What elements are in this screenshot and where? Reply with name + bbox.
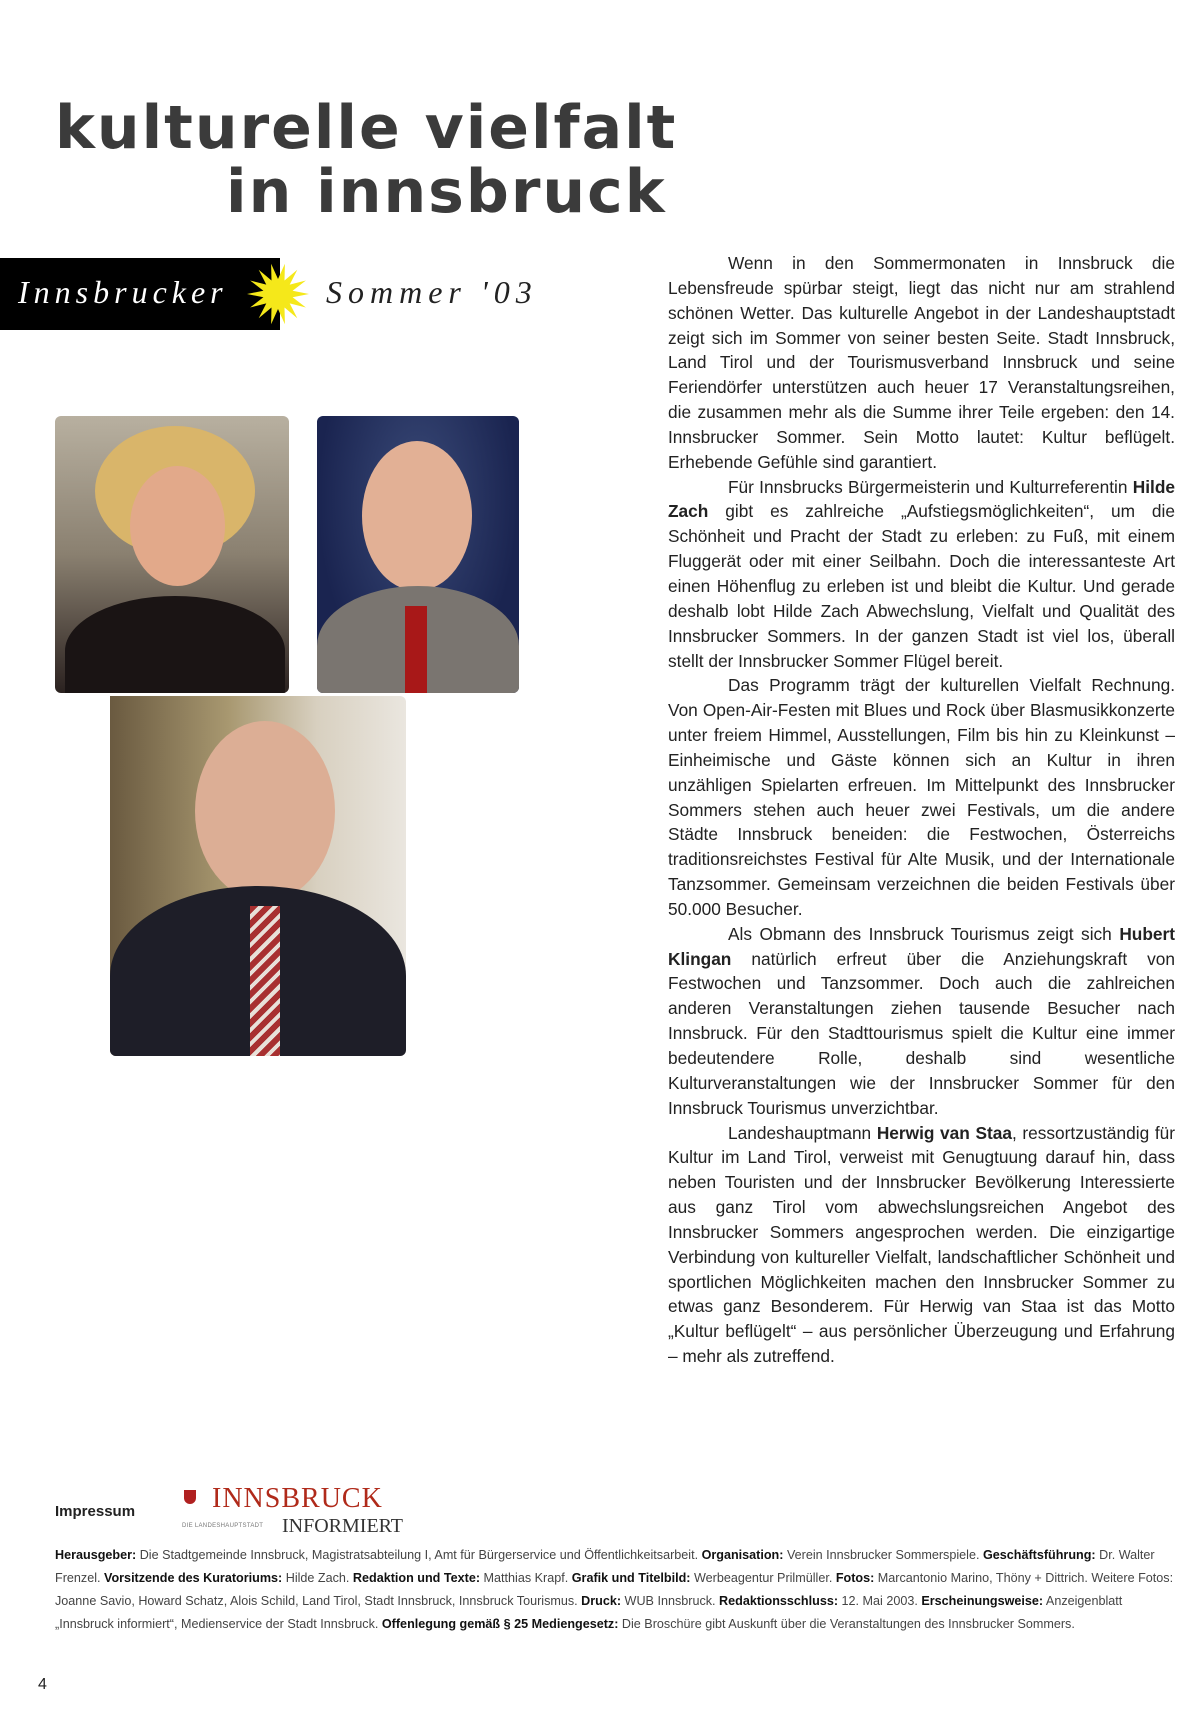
paragraph-text: Wenn in den Sommermonaten in Innsbruck die Lebensfreude spürbar steigt, liegt das nicht nur am strahlend schönen Wetter. Das kulturelle Angebot in der Landeshauptstadt zeigt sich im Sommer von seiner besten Seite. Stadt Innsbruck, Land Tirol und der Tourismusverband Innsbruck und seine Feriendörfer unterstützen auch heuer 17 Veranstaltungsreihen, die zusammen mehr als die Summe ihrer Teile ergeben: den 14. Innsbrucker Sommer. Sein Motto lautet: Kultur beflügelt. Erhebende Gefühle sind garantiert. — [668, 253, 1175, 472]
impressum-value: Hilde Zach. — [282, 1571, 353, 1585]
face — [362, 441, 472, 591]
banner-left-text: Innsbrucker — [18, 274, 228, 310]
innsbruck-informiert-logo — [182, 1484, 402, 1540]
paragraph-text: natürlich erfreut über die Anziehungskraft von Festwochen und Tanzsommer. Doch auch die zahlreichen anderen Veranstaltungen ziehen tausende Besucher nach Innsbruck. Für den Stadttourismus spielt die Kultur eine immer bedeutendere Rolle, deshalb sind wesentliche Kulturveranstaltungen wie der Innsbrucker Sommer für den Innsbruck Tourismus unverzichtbar. — [668, 948, 1175, 1118]
face — [130, 466, 225, 586]
impressum-value: Die Broschüre gibt Auskunft über die Veranstaltungen des Innsbrucker Sommers. — [618, 1617, 1075, 1631]
paragraph-text: Landeshauptmann — [728, 1122, 877, 1143]
impressum-value: Verein Innsbrucker Sommerspiele. — [783, 1548, 983, 1562]
impressum-key: Geschäftsführung: — [982, 1548, 1096, 1562]
impressum-value: Die Stadtgemeinde Innsbruck, Magistratsabteilung I, Amt für Bürgerservice und Öffentlichkeitsarbeit. — [136, 1548, 702, 1562]
paragraph-text: Als Obmann des Innsbruck Tourismus zeigt sich — [728, 923, 1120, 944]
impressum-value: Marcantonio Marino, Thöny + Dittrich. Weitere Fotos: Joanne Savio, Howard Schatz, Alois Schild, Land Tirol, Stadt Innsbruck, Innsbruck Tourismus. — [55, 1571, 1174, 1608]
paragraph-text: , ressortzuständig für Kultur im Land Tirol, verweist mit Genugtuung darauf hin, dass neben Touristen und der Innsbrucker Bevölkerung Interessierte aus ganz Tirol vom abwechslungsreichen Angebot des Innsbrucker Sommers angesprochen werden. Die einzigartige Verbindung von kultureller Vielfalt, landschaftlicher Schönheit und sportlichen Möglichkeiten machen den Innsbrucker Sommer zu etwas ganz Besonderem. Für Herwig van Staa ist das Motto „Kultur beflügelt“ – aus persönlicher Überzeugung und Erfahrung – mehr als zutreffend. — [668, 1122, 1175, 1367]
person-name: Hubert Klingan — [668, 923, 1175, 969]
article-paragraph — [668, 251, 1175, 475]
impressum-key: Redaktionsschluss: — [719, 1594, 839, 1608]
title-line-2: in innsbruck — [226, 157, 667, 227]
logo-subtitle: DIE LANDESHAUPTSTADT — [182, 1523, 264, 1529]
impressum-key: Fotos: — [835, 1571, 875, 1585]
impressum-key: Organisation: — [701, 1548, 784, 1562]
logo-line-2: INFORMIERT — [282, 1515, 404, 1537]
logo-line-1: INNSBRUCK — [212, 1483, 383, 1514]
innsbrucker-banner — [0, 258, 280, 330]
sun-star-icon — [246, 262, 310, 326]
impressum-value: Matthias Krapf. — [480, 1571, 572, 1585]
person-name: Herwig van Staa — [876, 1122, 1012, 1143]
face — [195, 721, 335, 901]
impressum-key: Grafik und Titelbild: — [571, 1571, 691, 1585]
article-paragraph — [668, 922, 1175, 1121]
article-paragraph — [668, 673, 1175, 921]
person-name: Hilde Zach — [668, 476, 1175, 522]
tie — [405, 606, 427, 693]
paragraph-text: Für Innsbrucks Bürgermeisterin und Kulturreferentin — [728, 476, 1133, 497]
photo-man-1 — [317, 416, 519, 693]
impressum-key: Herausgeber: — [55, 1548, 137, 1562]
impressum-value: Werbeagentur Prilmüller. — [690, 1571, 836, 1585]
article-body — [668, 251, 1175, 1369]
photo-hilde-zach — [55, 416, 289, 693]
impressum-key: Erscheinungsweise: — [921, 1594, 1044, 1608]
banner-right-text: Sommer '03 — [326, 274, 538, 310]
body — [65, 596, 285, 693]
impressum-value: Anzeigenblatt „Innsbruck informiert“, Medienservice der Stadt Innsbruck. — [55, 1594, 1123, 1631]
title-line-1: kulturelle vielfalt — [55, 93, 678, 163]
article-paragraph — [668, 475, 1175, 674]
paragraph-text: gibt es zahlreiche „Aufstiegsmöglichkeiten“, um die Schönheit und Pracht der Stadt zu erleben: zu Fuß, mit einem Fluggerät oder mit einer Seilbahn. Doch die interessanteste Art einen Höhenflug zu erleben ist und bleibt die Kultur. Und gerade deshalb lobt Hilde Zach Abwechslung, Vielfalt und Qualität des Innsbrucker Sommers. In der ganzen Stadt ist viel los, überall stellt der Innsbrucker Sommer Flügel bereit. — [668, 501, 1175, 671]
impressum-label: Impressum — [55, 1503, 136, 1520]
impressum-key: Vorsitzende des Kuratoriums: — [104, 1571, 283, 1585]
paragraph-text: Das Programm trägt der kulturellen Vielfalt Rechnung. Von Open-Air-Festen mit Blues und Rock über Blasmusikkonzerte unter freiem Himmel, Ausstellungen, Film bis hin zu Kleinkunst – Einheimische und Gäste können sich an Kultur in ihren unzähligen Spielarten erfreuen. Im Mittelpunkt des Innsbrucker Sommers stehen auch heuer zwei Festivals, um die andere Städte Innsbruck beneiden: die Festwochen, Österreichs traditionsreichstes Festival für Alte Musik, und der Internationale Tanzsommer. Gemeinsam verzeichnen die beiden Festivals über 50.000 Besucher. — [668, 675, 1175, 919]
tie — [250, 906, 280, 1056]
impressum-key: Offenlegung gemäß § 25 Mediengesetz: — [381, 1617, 619, 1631]
impressum-value: 12. Mai 2003. — [838, 1594, 922, 1608]
photo-man-2 — [110, 696, 406, 1056]
star-shape — [247, 264, 309, 324]
coat-of-arms-icon — [184, 1490, 196, 1504]
impressum-text — [55, 1544, 1180, 1636]
impressum-key: Druck: — [581, 1594, 622, 1608]
impressum-value: Dr. Walter Frenzel. — [55, 1548, 1155, 1585]
impressum-value: WUB Innsbruck. — [621, 1594, 720, 1608]
impressum-key: Redaktion und Texte: — [352, 1571, 481, 1585]
page-number: 4 — [38, 1676, 47, 1693]
article-paragraph — [668, 1121, 1175, 1369]
